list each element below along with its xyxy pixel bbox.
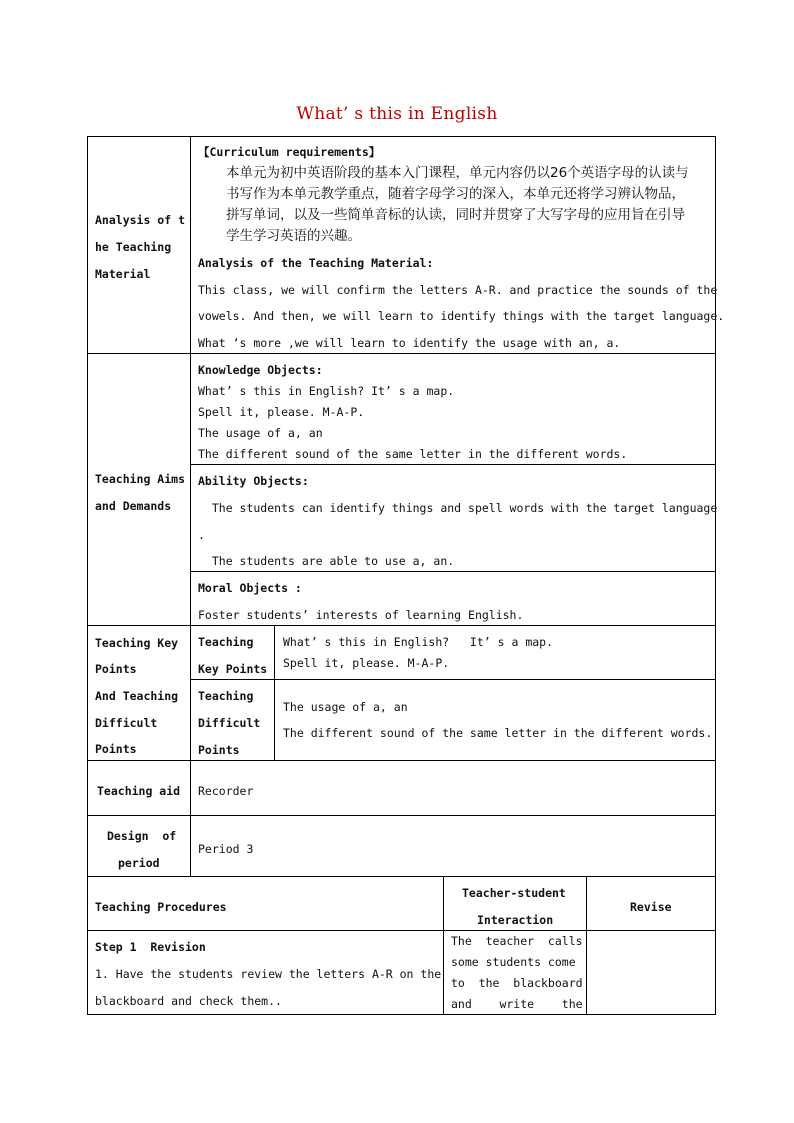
difficult-point-line: The usage of a, an bbox=[283, 700, 408, 714]
interaction-line: The teacher calls bbox=[451, 934, 583, 948]
key-point-line: Spell it, please. M-A-P. bbox=[283, 656, 450, 670]
step1-heading: Step 1 Revision bbox=[95, 940, 206, 954]
key-points-label-line: Points bbox=[95, 662, 137, 676]
moral-line: Foster students’ interests of learning English. bbox=[198, 608, 524, 622]
material-text-line: This class, we will confirm the letters A-R. and practice the sounds of the bbox=[198, 283, 718, 297]
key-points-label-line: Difficult bbox=[95, 716, 158, 730]
difficult-sublabel-line: Teaching bbox=[198, 689, 254, 703]
analysis-label-line: Material bbox=[95, 267, 151, 281]
design-label-line: Design of bbox=[107, 829, 177, 843]
ability-heading: Ability Objects: bbox=[198, 474, 309, 488]
analysis-label-line: Analysis of t bbox=[95, 213, 186, 227]
interaction-line: and write the bbox=[451, 997, 583, 1011]
step1-line: 1. Have the students review the letters A-R on the bbox=[95, 967, 442, 981]
interaction-header-line: Interaction bbox=[477, 913, 554, 927]
step1-line: blackboard and check them.. bbox=[95, 994, 282, 1008]
key-sublabel-line: Teaching bbox=[198, 635, 254, 649]
teaching-aid-value: Recorder bbox=[198, 784, 254, 798]
knowledge-line: What’ s this in English? It’ s a map. bbox=[198, 384, 455, 398]
curriculum-text-line: 书写作为本单元教学重点，随着字母学习的深入，本单元还将学习辨认物品， bbox=[226, 186, 685, 202]
difficult-sublabel-line: Points bbox=[198, 743, 240, 757]
ability-line: The students are able to use a, an. bbox=[198, 554, 455, 568]
knowledge-line: The usage of a, an bbox=[198, 426, 323, 440]
ability-line: . bbox=[198, 528, 205, 542]
knowledge-heading: Knowledge Objects: bbox=[198, 363, 323, 377]
material-heading: Analysis of the Teaching Material: bbox=[198, 256, 434, 270]
moral-heading: Moral Objects : bbox=[198, 581, 302, 595]
curriculum-text-line: 拼写单词，以及一些简单音标的认读，同时并贯穿了大写字母的应用旨在引导 bbox=[226, 207, 685, 223]
curriculum-text-line: 学生学习英语的兴趣。 bbox=[226, 228, 361, 244]
material-text-line: What ‘s more ,we will learn to identify the usage with an, a. bbox=[198, 336, 621, 350]
key-points-label-line: Teaching Key bbox=[95, 636, 179, 650]
design-value: Period 3 bbox=[198, 842, 254, 856]
interaction-line: some students come bbox=[451, 955, 576, 969]
aims-label-line: and Demands bbox=[95, 499, 172, 513]
difficult-point-line: The different sound of the same letter in the different words. bbox=[283, 726, 713, 740]
knowledge-line: The different sound of the same letter in the different words. bbox=[198, 447, 628, 461]
key-point-line: What’ s this in English? It’ s a map. bbox=[283, 635, 554, 649]
curriculum-text-line: 本单元为初中英语阶段的基本入门课程，单元内容仍以26个英语字母的认读与 bbox=[226, 165, 689, 181]
teaching-aid-label: Teaching aid bbox=[97, 784, 181, 798]
aims-label-line: Teaching Aims bbox=[95, 472, 186, 486]
analysis-label-line: he Teaching bbox=[95, 240, 172, 254]
procedures-header: Teaching Procedures bbox=[95, 900, 227, 914]
ability-line: The students can identify things and spell words with the target language bbox=[198, 501, 718, 515]
difficult-sublabel-line: Difficult bbox=[198, 716, 261, 730]
curriculum-heading: 【Curriculum requirements】 bbox=[198, 145, 381, 159]
interaction-line: to the blackboard bbox=[451, 976, 583, 990]
material-text-line: vowels. And then, we will learn to identify things with the target language. bbox=[198, 309, 725, 323]
document-title: What’ s this in English bbox=[296, 104, 498, 124]
interaction-header-line: Teacher-student bbox=[462, 886, 566, 900]
knowledge-line: Spell it, please. M-A-P. bbox=[198, 405, 365, 419]
revise-header: Revise bbox=[630, 900, 672, 914]
key-sublabel-line: Key Points bbox=[198, 662, 268, 676]
key-points-label-line: And Teaching bbox=[95, 689, 179, 703]
design-label-line: period bbox=[118, 856, 160, 870]
key-points-label-line: Points bbox=[95, 742, 137, 756]
